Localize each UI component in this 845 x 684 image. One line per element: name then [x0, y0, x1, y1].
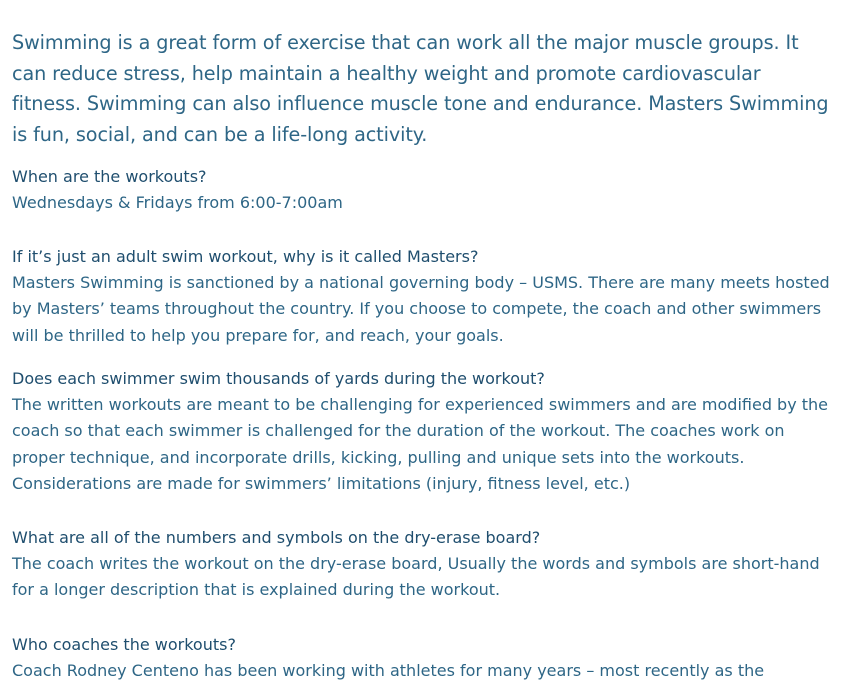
faq-answer: The coach writes the workout on the dry-erase board, Usually the words and symbols are short-hand for a longer description that is explained during the workout. — [12, 554, 820, 600]
faq-item-dry-erase-board — [12, 525, 832, 604]
intro-paragraph: Swimming is a great form of exercise that can work all the major muscle groups. It can reduce stress, help maintain a healthy weight and promote cardiovascular fitness. Swimming can also influence muscle tone and endurance. Masters Swimming is fun, social, and can be a life-long activity. — [12, 31, 829, 146]
faq-answer: Coach Rodney Centeno has been working with athletes for many years – most recently as the — [12, 661, 765, 680]
faq-item-yardage — [12, 366, 832, 497]
faq-item-workout-times — [12, 164, 832, 216]
faq-question: Who coaches the workouts? — [12, 635, 236, 654]
faq-answer: The written workouts are meant to be challenging for experienced swimmers and are modified by the coach so that each swimmer is challenged for the duration of the workout. The coaches work on proper technique, and incorporate drills, kicking, pulling and unique sets into the workouts. Considerations are made for swimmers’ limitations (injury, fitness level, etc.) — [12, 395, 829, 493]
faq-question: When are the workouts? — [12, 167, 207, 186]
faq-answer: Masters Swimming is sanctioned by a national governing body – USMS. There are many meets hosted by Masters’ teams throughout the country. If you choose to compete, the coach and other swimmers will be thrilled to help you prepare for, and reach, your goals. — [12, 273, 830, 345]
faq-item-why-masters — [12, 244, 832, 349]
faq-item-coach — [12, 632, 832, 684]
faq-question: If it’s just an adult swim workout, why is it called Masters? — [12, 247, 479, 266]
faq-question: What are all of the numbers and symbols on the dry-erase board? — [12, 528, 541, 547]
cropped-heading — [175, 0, 655, 10]
faq-answer: Wednesdays & Fridays from 6:00-7:00am — [12, 193, 343, 212]
faq-question: Does each swimmer swim thousands of yards during the workout? — [12, 369, 545, 388]
